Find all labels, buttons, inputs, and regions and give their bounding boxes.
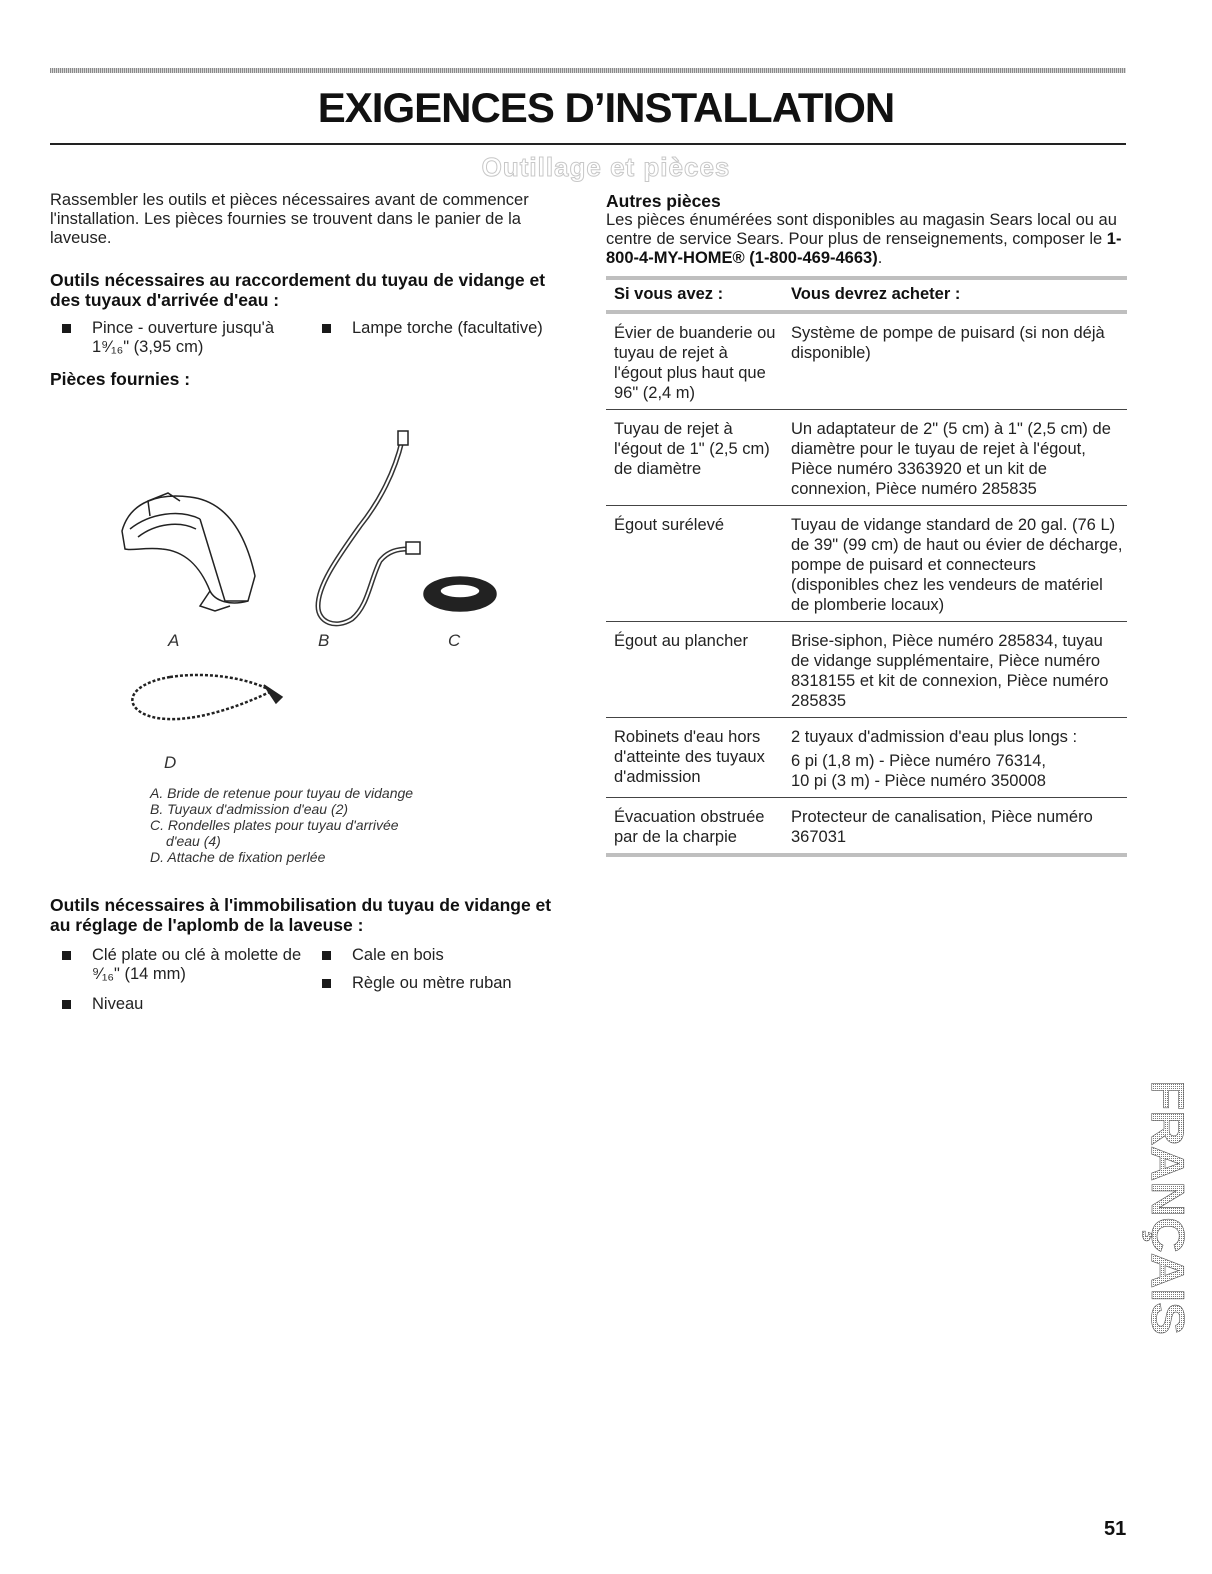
phone-number: 1-800-4-MY-HOME® (1-800-469-4663): [606, 230, 1122, 267]
figure-label-d: D: [164, 753, 177, 772]
caption-d: D. Attache de fixation perlée: [150, 849, 326, 865]
caption-c: C. Rondelles plates pour tuyau d'arrivée: [150, 817, 399, 833]
tools-heading: Outils nécessaires au raccordement du tuyau de vidange et des tuyaux d'arrivée d'eau :: [50, 270, 546, 310]
table-row: [606, 506, 1127, 622]
table-cell-buy: Un adaptateur de 2" (5 cm) à 1" (2,5 cm) de diamètre pour le tuyau de rejet à l'égout, Pièce numéro 3363920 et un kit de connexion, Pièce numéro 285835: [791, 420, 1111, 498]
bullet-icon: [322, 324, 331, 333]
table-cell-have: Évacuation obstruée par de la charpie: [614, 808, 765, 846]
table-cell-have: Tuyau de rejet à l'égout de 1" (2,5 cm) de diamètre: [614, 420, 770, 478]
table-cell-have: Robinets d'eau hors d'atteinte des tuyaux d'admission: [614, 728, 765, 786]
table-cell-buy: Tuyau de vidange standard de 20 gal. (76 L) de 39" (99 cm) de haut ou évier de décharge, pompe de puisard et connecteurs (disponibles chez les vendeurs de matériel de plomberie locaux): [791, 516, 1123, 614]
level-tools-list: [50, 946, 570, 1014]
table-row: [606, 718, 1127, 798]
column-header-buy: Vous devrez acheter :: [791, 285, 961, 303]
parts-heading: Pièces fournies :: [50, 369, 191, 389]
table-cell-buy: Protecteur de canalisation, Pièce numéro 367031: [791, 808, 1093, 846]
table-cell-have: Évier de buanderie ou tuyau de rejet à l'égout plus haut que 96" (2,4 m): [614, 324, 776, 402]
bullet-icon: [322, 979, 331, 988]
bullet-icon: [62, 1000, 71, 1009]
table-header-row: [606, 278, 1127, 312]
flat-washer-illustration: [424, 577, 496, 611]
other-parts-intro: Les pièces énumérées sont disponibles au magasin Sears local ou au centre de service Sears. Pour plus de renseignements, composer le 1-800-4-MY-HOME® (1-800-469-4663).: [606, 211, 1122, 267]
list-item: Règle ou mètre ruban: [310, 974, 570, 993]
list-item: Niveau: [50, 995, 310, 1014]
parts-table: [606, 276, 1127, 857]
figure-label-b: B: [318, 631, 330, 650]
drain-hose-clamp-illustration: [122, 493, 255, 611]
title-rule: [50, 143, 1126, 145]
bullet-icon: [62, 324, 71, 333]
table-row: [606, 622, 1127, 718]
right-column: [606, 191, 1127, 857]
list-item: Clé plate ou clé à molette de ⁹⁄₁₆" (14 mm): [50, 946, 310, 984]
caption-a: A. Bride de retenue pour tuyau de vidange: [150, 785, 414, 801]
bullet-icon: [62, 951, 71, 960]
list-item: Cale en bois: [310, 946, 570, 965]
list-item: Pince - ouverture jusqu'à 1⁹⁄₁₆" (3,95 cm): [50, 319, 310, 357]
section-subtitle: Outillage et pièces: [481, 152, 731, 182]
table-row: [606, 410, 1127, 506]
caption-c-continued: d'eau (4): [166, 833, 221, 849]
caption-b: B. Tuyaux d'admission d'eau (2): [150, 801, 349, 817]
figure-label-a: A: [168, 631, 180, 650]
figure-captions: [150, 785, 570, 865]
table-cell-buy: 2 tuyaux d'admission d'eau plus longs : 6 pi (1,8 m) - Pièce numéro 76314, 10 pi (3 m) - Pièce numéro 350008: [791, 728, 1078, 790]
page-number: 51: [1104, 1518, 1127, 1540]
level-tools-heading: Outils nécessaires à l'immobilisation du tuyau de vidange et au réglage de l'aplomb de la laveuse :: [50, 895, 552, 935]
parts-figure: [50, 401, 570, 771]
table-cell-buy: Système de pompe de puisard (si non déjà disponible): [791, 324, 1105, 362]
beaded-strap-illustration: [132, 675, 282, 719]
figure-label-c: C: [448, 631, 461, 650]
table-row: [606, 312, 1127, 410]
water-inlet-hose-illustration: [318, 431, 420, 624]
list-item: Lampe torche (facultative): [310, 319, 570, 338]
bullet-icon: [322, 951, 331, 960]
left-column: [50, 191, 570, 1014]
other-parts-heading: Autres pièces: [606, 191, 721, 211]
table-cell-have: Égout surélevé: [614, 516, 725, 534]
table-row: [606, 798, 1127, 856]
side-tab-label: FRANÇAIS: [1142, 1080, 1194, 1318]
language-side-tab: [1142, 1080, 1194, 1340]
page-title: EXIGENCES D’INSTALLATION: [317, 84, 895, 131]
top-decorative-rule: [50, 68, 1126, 73]
intro-paragraph: Rassembler les outils et pièces nécessaires avant de commencer l'installation. Les pièces fournies se trouvent dans le panier de la laveuse.: [50, 191, 529, 247]
table-cell-have: Égout au plancher: [614, 632, 748, 650]
tools-list: [50, 319, 570, 357]
table-cell-buy: Brise-siphon, Pièce numéro 285834, tuyau de vidange supplémentaire, Pièce numéro 8318155 et kit de connexion, Pièce numéro 285835: [791, 632, 1109, 710]
column-header-have: Si vous avez :: [614, 285, 724, 303]
